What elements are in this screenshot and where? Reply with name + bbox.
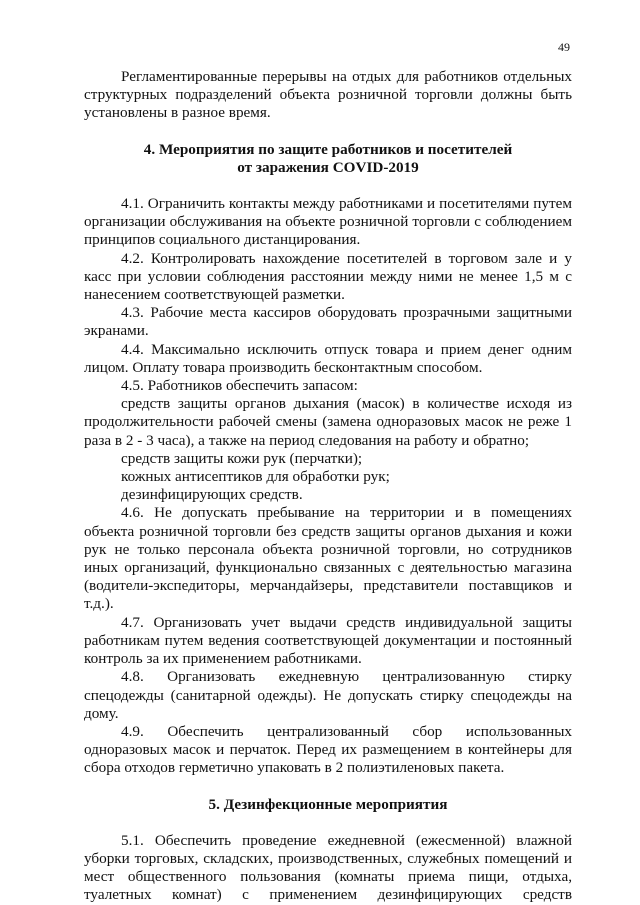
paragraph-4-5-gloves: средств защиты кожи рук (перчатки); — [121, 449, 363, 467]
paragraph-4-3: 4.3. Рабочие места кассиров оборудовать прозрачными защитными экранами. — [84, 304, 572, 340]
paragraph-5-1: 5.1. Обеспечить проведение ежедневной (ежесменной) влажной уборки торговых, складских, производственных, служебных помещений и мест общественного пользования (комнаты приема пищи, отдыха, туалетных комнат) с применением дезинфицирующих средств — [84, 831, 572, 904]
paragraph-4-2: 4.2. Контролировать нахождение посетителей в торговом зале и у касс при условии соблюдения расстоянии между ними не менее 1,5 м с нанесением соответствующей разметки. — [84, 249, 572, 304]
section-4-title-line2: от заражения COVID-2019 — [237, 158, 419, 176]
intro-paragraph: Регламентированные перерывы на отдых для работников отдельных структурных подразделений объекта розничной торговли должны быть установлены в разное время. — [84, 68, 572, 122]
paragraph-4-6: 4.6. Не допускать пребывание на территории и в помещениях объекта розничной торговли без средств защиты органов дыхания и кожи рук не только персонала объекта розничной торговли, но сотрудников иных организаций, функционально связанных с деятельностью магазина (водители-экспедиторы, мерчандайзеры, представители поставщиков и т.д.). — [84, 504, 572, 613]
paragraph-4-5-masks: средств защиты органов дыхания (масок) в количестве исходя из продолжительности рабочей смены (замена одноразовых масок не реже 1 раза в 2 - 3 часа), а также на период следования на работу и обратно; — [84, 395, 572, 449]
section-4-title — [84, 141, 572, 177]
page-number: 49 — [558, 40, 570, 54]
paragraph-4-7: 4.7. Организовать учет выдачи средств индивидуальной защиты работникам путем ведения соответствующей документации и постоянный контроль за их применением работниками. — [84, 613, 572, 668]
paragraph-4-8: 4.8. Организовать ежедневную централизованную стирку спецодежды (санитарной одежды). Не допускать стирку спецодежды на дому. — [84, 668, 572, 722]
paragraph-4-5: 4.5. Работников обеспечить запасом: — [121, 377, 358, 395]
paragraph-4-5-antiseptics: кожных антисептиков для обработки рук; — [121, 468, 390, 486]
document-body — [84, 68, 572, 905]
paragraph-4-4: 4.4. Максимально исключить отпуск товара и прием денег одним лицом. Оплату товара производить бесконтактным способом. — [84, 340, 572, 376]
section-5-title: 5. Дезинфекционные мероприятия — [208, 795, 448, 813]
paragraph-4-1: 4.1. Ограничить контакты между работниками и посетителями путем организации обслуживания на объекте розничной торговли с соблюдением принципов социального дистанцирования. — [84, 195, 572, 249]
paragraph-4-9: 4.9. Обеспечить централизованный сбор использованных одноразовых масок и перчаток. Перед их размещением в контейнеры для сбора отходов герметично упаковать в 2 полиэтиленовых пакета. — [84, 722, 572, 777]
section-4-title-line1: 4. Мероприятия по защите работников и посетителей — [143, 140, 513, 158]
paragraph-4-5-disinfectants: дезинфицирующих средств. — [121, 486, 303, 504]
